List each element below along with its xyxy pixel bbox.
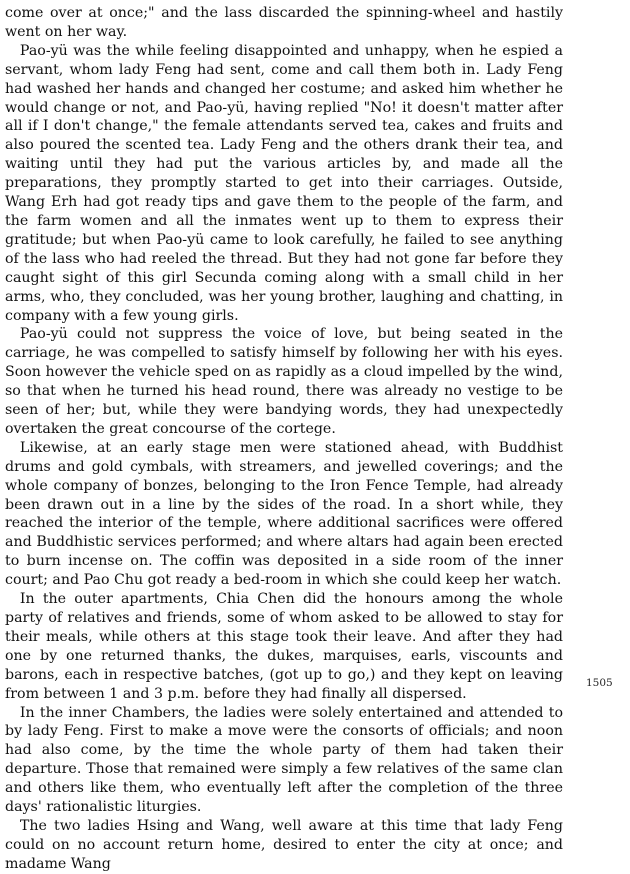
paragraph-4: Likewise, at an early stage men were stationed ahead, with Buddhist drums and gold cymbals, with streamers, and jewelled coverings; and the whole company of bonzes, belonging to the Iron Fence Temple, had already been drawn out in a line by the sides of the road. In a short while, they reached the interior of the temple, where additional sacrifices were offered and Buddhistic services performed; and where altars had again been erected to burn incense on. The coffin was deposited in a side room of the inner court; and Pao Chu got ready a bed-room in which she could keep her watch. <box>5 439 563 589</box>
page-number: 1505 <box>586 677 613 689</box>
paragraph-6: In the inner Chambers, the ladies were solely entertained and attended to by lady Feng. First to make a move were the consorts of officials; and noon had also come, by the time the whole party of them had taken their departure. Those that remained were simply a few relatives of the same clan and others like them, who eventually left after the completion of the three days' rationalistic liturgies. <box>5 704 563 816</box>
paragraph-7: The two ladies Hsing and Wang, well aware at this time that lady Feng could on no account return home, desired to enter the city at once; and madame Wang <box>5 817 563 872</box>
body-text <box>5 4 563 874</box>
paragraph-3: Pao-yü could not suppress the voice of love, but being seated in the carriage, he was compelled to satisfy himself by following her with his eyes. Soon however the vehicle sped on as rapidly as a cloud impelled by the wind, so that when he turned his head round, there was already no vestige to be seen of her; but, while they were bandying words, they had unexpectedly overtaken the great concourse of the cortege. <box>5 326 563 437</box>
paragraph-2: Pao-yü was the while feeling disappointed and unhappy, when he espied a servant, whom lady Feng had sent, come and call them both in. Lady Feng had washed her hands and changed her costume; and asked him whether he would change or not, and Pao-yü, having replied "No! it doesn't matter after all if I don't change," the female attendants served tea, cakes and fruits and also poured the scented tea. Lady Feng and the others drank their tea, and waiting until they had put the various articles by, and made all the preparations, they promptly started to get into their carriages. Outside, Wang Erh had got ready tips and gave them to the people of the farm, and the farm women and all the inmates went up to them to express their gratitude; but when Pao-yü came to look carefully, he failed to see anything of the lass who had reeled the thread. But they had not gone far before they caught sight of this girl Secunda coming along with a small child in her arms, who, they concluded, was her young brother, laughing and chatting, in company with a few young girls. <box>5 42 563 324</box>
paragraph-1: come over at once;" and the lass discarded the spinning-wheel and hastily went on her way. <box>5 5 563 40</box>
paragraph-5: In the outer apartments, Chia Chen did the honours among the whole party of relatives and friends, some of whom asked to be allowed to stay for their meals, while others at this stage took their leave. And after they had one by one returned thanks, the dukes, marquises, earls, viscounts and barons, each in respective batches, (got up to go,) and they kept on leaving from between 1 and 3 p.m. before they had finally all dispersed. <box>5 591 563 702</box>
